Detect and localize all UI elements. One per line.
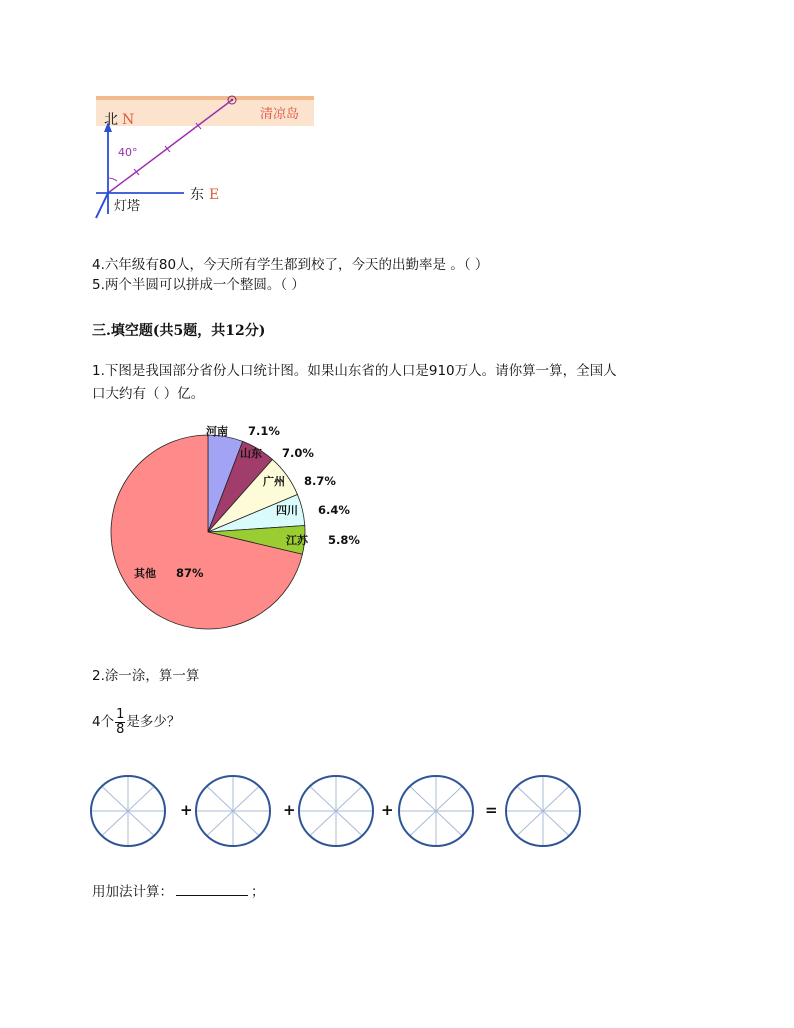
pie-label-name-3: 广州 [263,475,285,488]
pie-label-value-2: 7.0% [282,446,314,460]
fraction-numerator: 1 [116,706,125,722]
pie-label-name-2: 山东 [240,447,262,460]
angle-arc [108,178,117,181]
problem-1-line-2: 口大约有（ ）亿。 [92,386,205,402]
section-heading: 三.填空题(共5题，共12分) [92,323,266,339]
plus-sign-2: + [283,801,296,819]
origin-label: 灯塔 [114,199,141,214]
question-4: 4.六年级有80人，今天所有学生都到校了，今天的出勤率是 。（ ） [92,257,489,273]
north-label: 北 [104,112,118,128]
pie-label-value-3: 8.7% [304,474,336,488]
pie-label-name-6: 其他 [134,567,156,580]
bearing-diagram [92,92,320,222]
addition-answer-row [92,881,265,901]
answer-blank[interactable] [176,881,248,896]
question-suffix: 是多少？ [126,714,181,730]
pie-label-value-6: 87% [176,566,204,580]
east-letter: E [209,187,220,203]
fraction-denominator: 8 [116,721,125,737]
calc-label: 用加法计算： [92,884,173,900]
island-label: 清凉岛 [260,107,300,122]
pie-label-value-5: 5.8% [328,533,360,547]
divided-circle-2[interactable] [196,776,270,846]
east-label: 东 [190,187,204,203]
calc-end: ； [251,884,265,900]
plus-sign-1: + [180,801,193,819]
divided-circle-5[interactable] [506,776,580,846]
pie-label-name-1: 河南 [206,425,228,438]
angle-label: 40° [118,146,138,159]
divided-circle-4[interactable] [399,776,473,846]
pie-label-name-4: 四川 [276,504,298,517]
pie-label-value-1: 7.1% [248,424,280,438]
plus-sign-3: + [381,801,394,819]
problem-1-line-1: 1.下图是我国部分省份人口统计图。如果山东省的人口是910万人。请你算一算，全国人 [92,363,617,379]
fraction [115,708,125,737]
shading-circles-row [90,772,590,850]
pie-label-name-5: 江苏 [286,534,308,547]
population-pie-chart [108,420,378,635]
equals-sign: = [485,801,498,819]
question-prefix: 4个 [92,714,115,730]
pie-label-value-4: 6.4% [318,503,350,517]
north-letter: N [122,112,135,128]
divided-circle-3[interactable] [299,776,373,846]
divided-circle-1[interactable] [91,776,165,846]
problem-2-question [92,704,180,740]
problem-2-title: 2.涂一涂，算一算 [92,668,200,684]
question-5: 5.两个半圆可以拼成一个整圆。（ ） [92,277,305,293]
